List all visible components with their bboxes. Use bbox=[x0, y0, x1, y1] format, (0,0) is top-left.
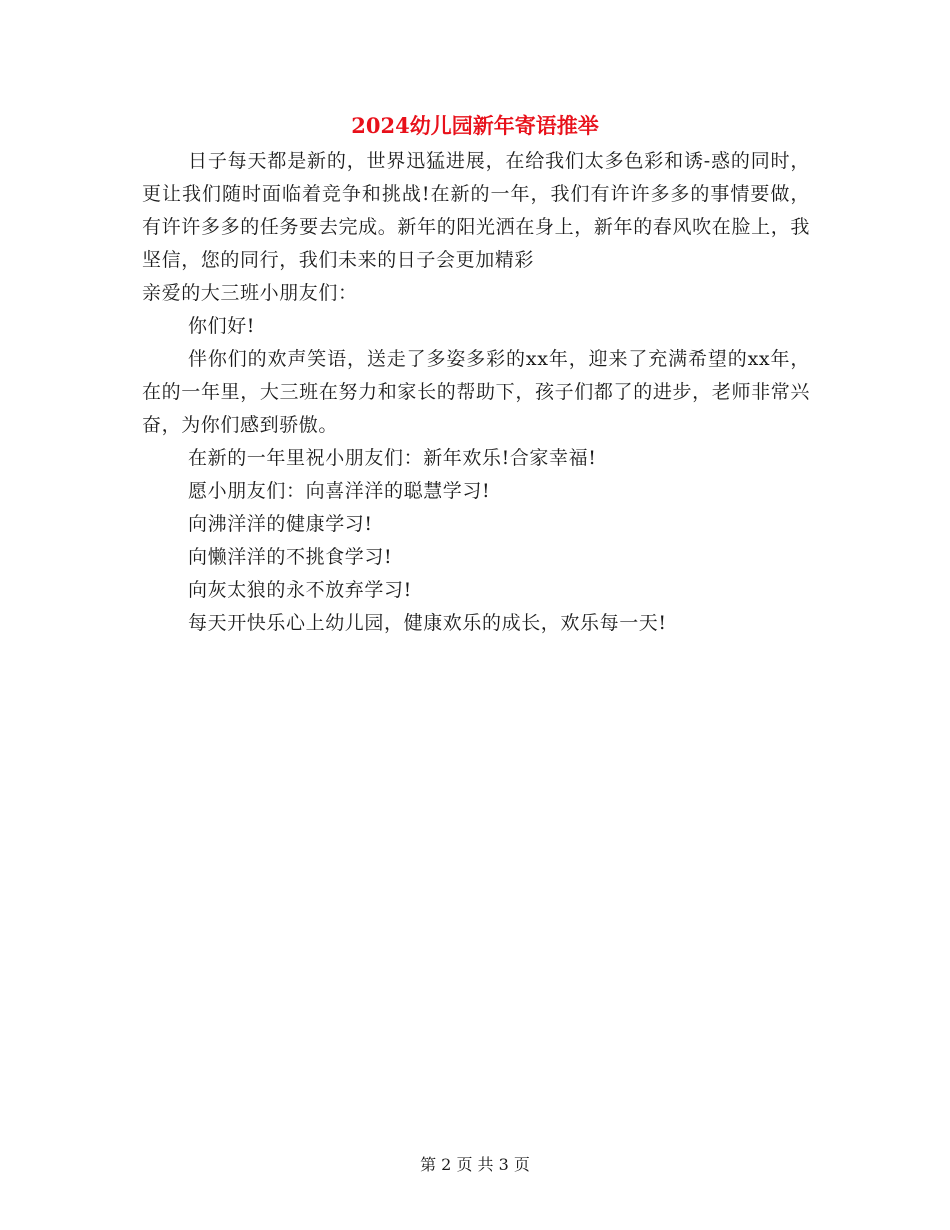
wish-line: 愿小朋友们：向喜洋洋的聪慧学习! bbox=[188, 480, 491, 502]
salutation-line: 亲爱的大三班小朋友们： bbox=[142, 282, 358, 304]
document-body bbox=[142, 145, 810, 640]
wish-line: 每天开快乐心上幼儿园，健康欢乐的成长，欢乐每一天! bbox=[188, 612, 667, 634]
wish-line: 向沸洋洋的健康学习! bbox=[188, 513, 373, 535]
wish-line: 向灰太狼的永不放弃学习! bbox=[188, 579, 412, 601]
body-paragraph: 伴你们的欢声笑语，送走了多姿多彩的xx年，迎来了充满希望的xx年，在的一年里，大三班在努力和家长的帮助下，孩子们都了的进步，老师非常兴奋，为你们感到骄傲。 bbox=[142, 348, 810, 436]
wish-line: 在新的一年里祝小朋友们：新年欢乐!合家幸福! bbox=[188, 447, 597, 469]
page-number-footer: 第 2 页 共 3 页 bbox=[420, 1155, 530, 1174]
document-title: 2024幼儿园新年寄语推举 bbox=[351, 113, 599, 138]
wish-line: 向懒洋洋的不挑食学习! bbox=[188, 546, 393, 568]
intro-paragraph: 日子每天都是新的，世界迅猛进展，在给我们太多色彩和诱-惑的同时，更让我们随时面临着竞争和挑战!在新的一年，我们有许许多多的事情要做，有许许多多的任务要去完成。新年的阳光洒在身上，新年的春风吹在脸上，我坚信，您的同行，我们未来的日子会更加精彩 bbox=[142, 150, 810, 271]
greeting-line: 你们好! bbox=[188, 315, 256, 337]
